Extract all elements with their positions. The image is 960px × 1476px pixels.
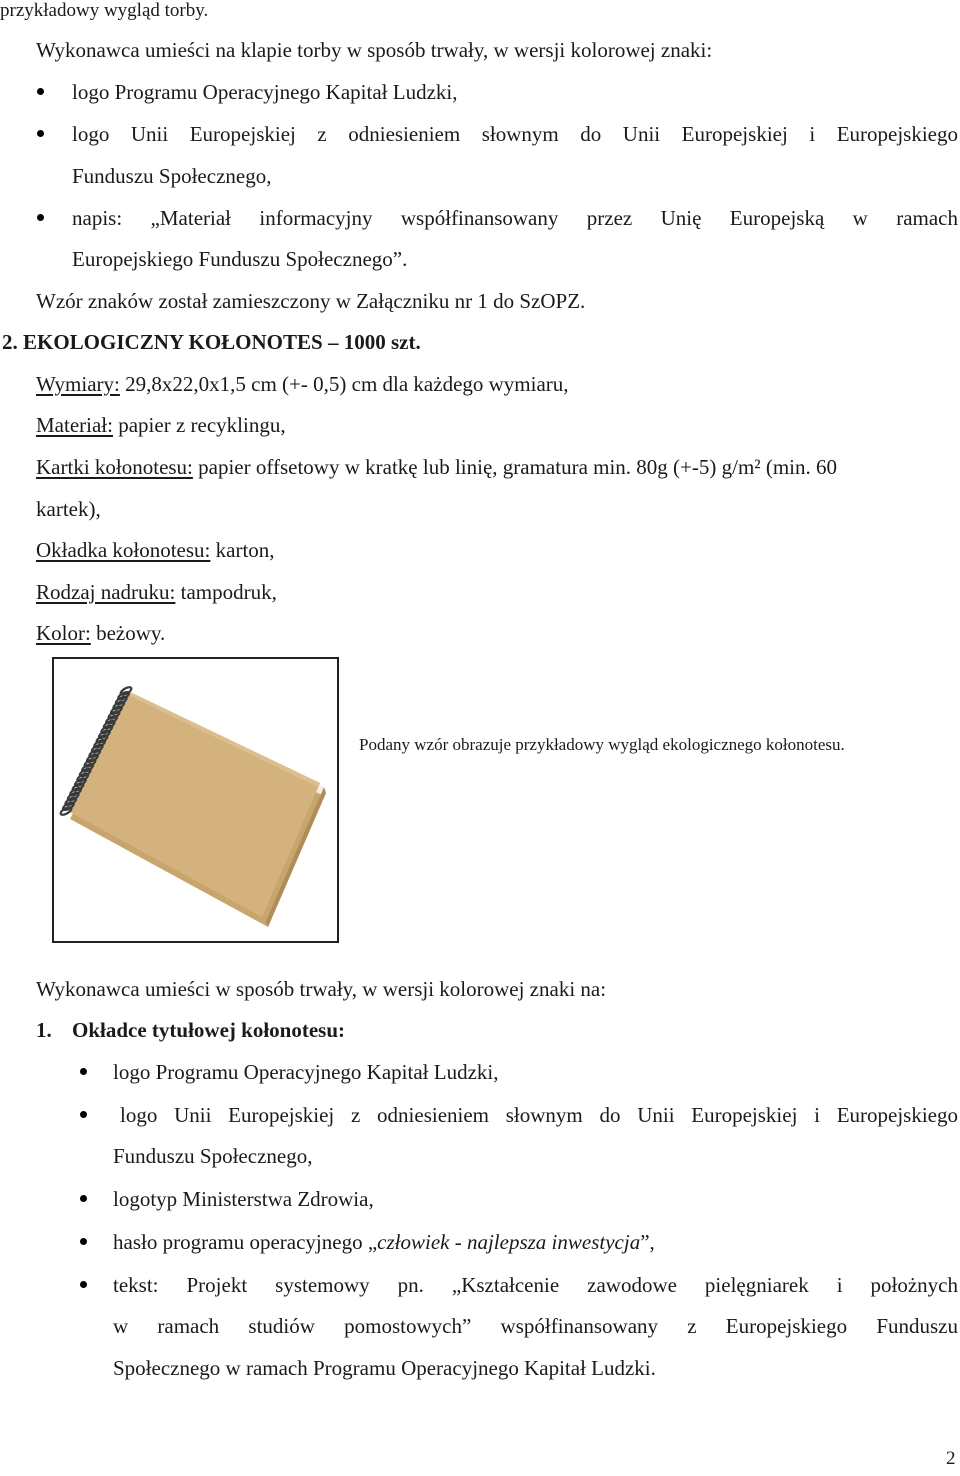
cover-bullet-5-line1: tekst: Projekt systemowy pn. „Kształcenie zawodowe pielęgniarek i położnych	[113, 1273, 958, 1297]
subheading-title: Okładce tytułowej kołonotesu:	[72, 1018, 345, 1042]
cover-bullet-1: logo Programu Operacyjnego Kapitał Ludzki,	[113, 1060, 499, 1084]
notebook-image-frame	[52, 657, 339, 943]
bag-bullet-2-line2: Funduszu Społecznego,	[72, 164, 272, 188]
spec-value: karton,	[210, 538, 275, 562]
bullet-icon	[37, 214, 44, 221]
bag-bullet-1: logo Programu Operacyjnego Kapitał Ludzki,	[72, 80, 458, 104]
cover-bullet-2-line1: logo Unii Europejskiej z odniesieniem słownym do Unii Europejskiej i Europejskiego	[120, 1103, 958, 1127]
spec-label: Rodzaj nadruku:	[36, 580, 176, 604]
spec-label: Materiał:	[36, 413, 113, 437]
cover-bullet-5-line2: w ramach studiów pomostowych” współfinansowany z Europejskiego Funduszu	[113, 1314, 958, 1338]
bullet-icon	[37, 130, 44, 137]
spec-dimensions	[36, 371, 569, 397]
spec-cover	[36, 537, 275, 563]
notebook-heading: 2. EKOLOGICZNY KOŁONOTES – 1000 szt.	[2, 330, 421, 354]
image-caption: Podany wzór obrazuje przykładowy wygląd ekologicznego kołonotesu.	[359, 735, 845, 754]
cover-bullet-3: logotyp Ministerstwa Zdrowia,	[113, 1187, 374, 1211]
spec-value: beżowy.	[90, 621, 166, 645]
spec-value: papier z recyklingu,	[112, 413, 286, 437]
slogan-prefix: hasło programu operacyjnego „	[113, 1230, 378, 1254]
cover-bullet-4	[113, 1229, 655, 1255]
cover-bullet-2-line2: Funduszu Społecznego,	[113, 1144, 313, 1168]
bullet-icon	[80, 1195, 87, 1202]
bullet-icon	[80, 1111, 87, 1118]
attachment-note: Wzór znaków został zamieszczony w Załączniku nr 1 do SzOPZ.	[36, 289, 586, 313]
notebook-image	[54, 659, 337, 941]
bullet-icon	[80, 1238, 87, 1245]
spec-label: Okładka kołonotesu:	[36, 538, 211, 562]
spec-pages-continuation: kartek),	[36, 497, 101, 521]
bullet-icon	[80, 1068, 87, 1075]
spec-value: papier offsetowy w kratkę lub linię, gramatura min. 80g (+-5) g/m² (min. 60	[192, 455, 838, 479]
bag-bullet-3-line2: Europejskiego Funduszu Społecznego”.	[72, 247, 408, 271]
spec-label: Kartki kołonotesu:	[36, 455, 193, 479]
bag-bullet-2-line1: logo Unii Europejskiej z odniesieniem słownym do Unii Europejskiej i Europejskiego	[72, 122, 958, 146]
bullet-icon	[37, 88, 44, 95]
spec-pages	[36, 454, 837, 480]
spec-color	[36, 620, 165, 646]
subheading-number: 1.	[36, 1018, 52, 1042]
spec-value: 29,8x22,0x1,5 cm (+- 0,5) cm dla każdego wymiaru,	[119, 372, 569, 396]
spec-material	[36, 412, 286, 438]
spec-label: Wymiary:	[36, 372, 120, 396]
spec-print-type	[36, 579, 277, 605]
bag-intro-text: Wykonawca umieści na klapie torby w sposób trwały, w wersji kolorowej znaki:	[36, 38, 713, 62]
spec-label: Kolor:	[36, 621, 91, 645]
page-number: 2	[946, 1448, 956, 1469]
bag-bullet-3-line1: napis: „Materiał informacyjny współfinansowany przez Unię Europejską w ramach	[72, 206, 958, 230]
spec-value: tampodruk,	[175, 580, 277, 604]
top-fragment-text: przykładowy wygląd torby.	[0, 0, 209, 21]
notebook-intro-text: Wykonawca umieści w sposób trwały, w wersji kolorowej znaki na:	[36, 977, 607, 1001]
cover-bullet-5-line3: Społecznego w ramach Programu Operacyjnego Kapitał Ludzki.	[113, 1356, 656, 1380]
bullet-icon	[80, 1281, 87, 1288]
slogan-suffix: ”,	[640, 1230, 655, 1254]
slogan-text: człowiek - najlepsza inwestycja	[377, 1230, 641, 1254]
